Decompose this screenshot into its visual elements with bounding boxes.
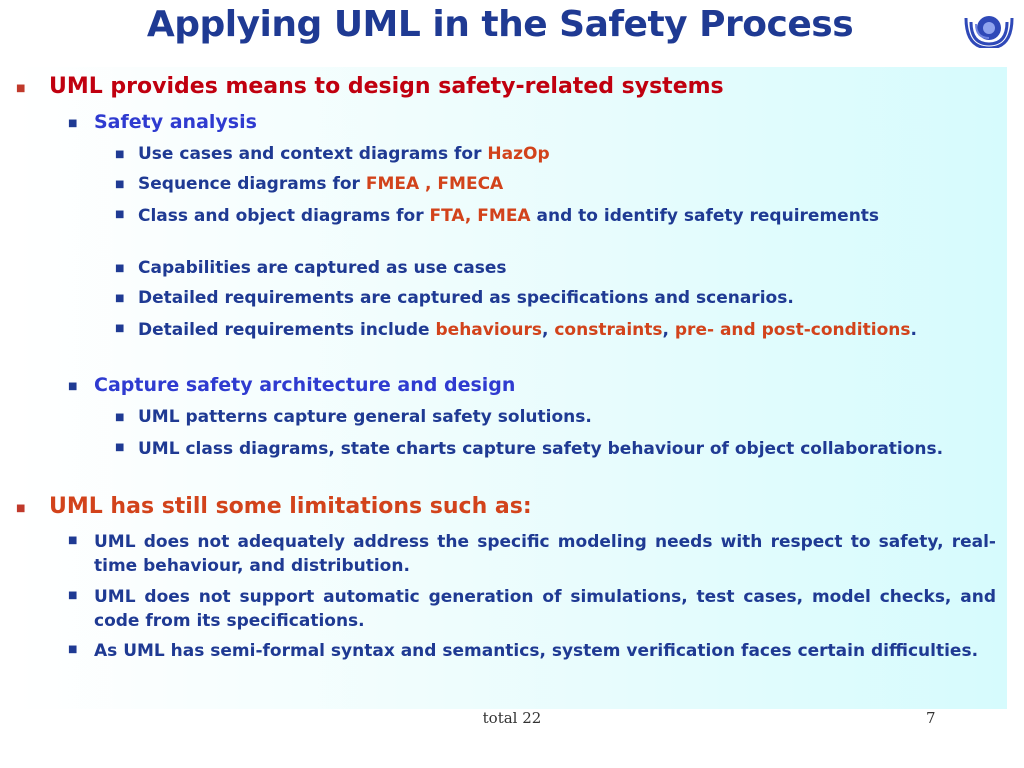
square-bullet-icon: ■: [115, 263, 125, 274]
highlight-pre-post-conditions: pre- and post-conditions: [674, 320, 911, 340]
square-bullet-icon: ■: [68, 381, 78, 392]
bullet-uml-patterns: ■ UML patterns capture general safety solutions.: [115, 407, 592, 427]
square-bullet-icon: ■: [16, 503, 26, 514]
square-bullet-icon: ■: [115, 149, 125, 160]
bullet-safety-analysis: ■ Safety analysis: [68, 111, 257, 133]
square-bullet-icon: ■: [115, 209, 125, 220]
bullet-uml-limitations: ■ UML has still some limitations such as:: [16, 494, 532, 519]
page-number: 7: [926, 709, 936, 727]
square-bullet-icon: ■: [115, 442, 125, 453]
bullet-use-cases-hazop: ■ Use cases and context diagrams for HazOp: [115, 144, 550, 164]
square-bullet-icon: ■: [68, 590, 78, 601]
highlight-fmea-fmeca: FMEA , FMECA: [365, 174, 504, 194]
footer-total: total 22: [482, 709, 542, 727]
highlight-constraints: constraints: [554, 320, 663, 340]
bullet-class-object-diagrams: ■ Class and object diagrams for FTA, FMEA and to identify safety requirements: [115, 206, 880, 226]
highlight-fta-fmea: FTA, FMEA: [429, 206, 531, 226]
bullet-uml-not-support: ■ UML does not support automatic generation of simulations, test cases, model checks, and code from its specifications.: [68, 587, 996, 631]
square-bullet-icon: ■: [16, 83, 26, 94]
bullet-capture-safety-architecture: ■ Capture safety architecture and design: [68, 374, 516, 396]
square-bullet-icon: ■: [68, 118, 78, 129]
university-globe-logo-icon: [963, 4, 1015, 48]
square-bullet-icon: ■: [68, 644, 78, 655]
highlight-hazop: HazOp: [487, 144, 550, 164]
bullet-uml-not-address: ■ UML does not adequately address the specific modeling needs with respect to safety, real-time behaviour, and distribution.: [68, 532, 996, 576]
square-bullet-icon: ■: [115, 412, 125, 423]
square-bullet-icon: ■: [115, 323, 125, 334]
bullet-uml-provides: ■ UML provides means to design safety-related systems: [16, 74, 724, 99]
square-bullet-icon: ■: [115, 293, 125, 304]
bullet-detailed-requirements-include: ■ Detailed requirements include behaviours, constraints, pre- and post-conditions.: [115, 320, 917, 340]
bullet-capabilities: ■ Capabilities are captured as use cases: [115, 258, 507, 278]
square-bullet-icon: ■: [115, 179, 125, 190]
slide-title: Applying UML in the Safety Process: [146, 4, 854, 45]
bullet-sequence-diagrams: ■ Sequence diagrams for FMEA , FMECA: [115, 174, 504, 194]
bullet-uml-class-diagrams: ■ UML class diagrams, state charts capture safety behaviour of object collaborations.: [115, 439, 944, 459]
square-bullet-icon: ■: [68, 535, 78, 546]
bullet-uml-semi-formal: ■ As UML has semi-formal syntax and semantics, system verification faces certain difficulties.: [68, 641, 979, 661]
bullet-detailed-requirements-spec: ■ Detailed requirements are captured as specifications and scenarios.: [115, 288, 794, 308]
highlight-behaviours: behaviours: [435, 320, 542, 340]
